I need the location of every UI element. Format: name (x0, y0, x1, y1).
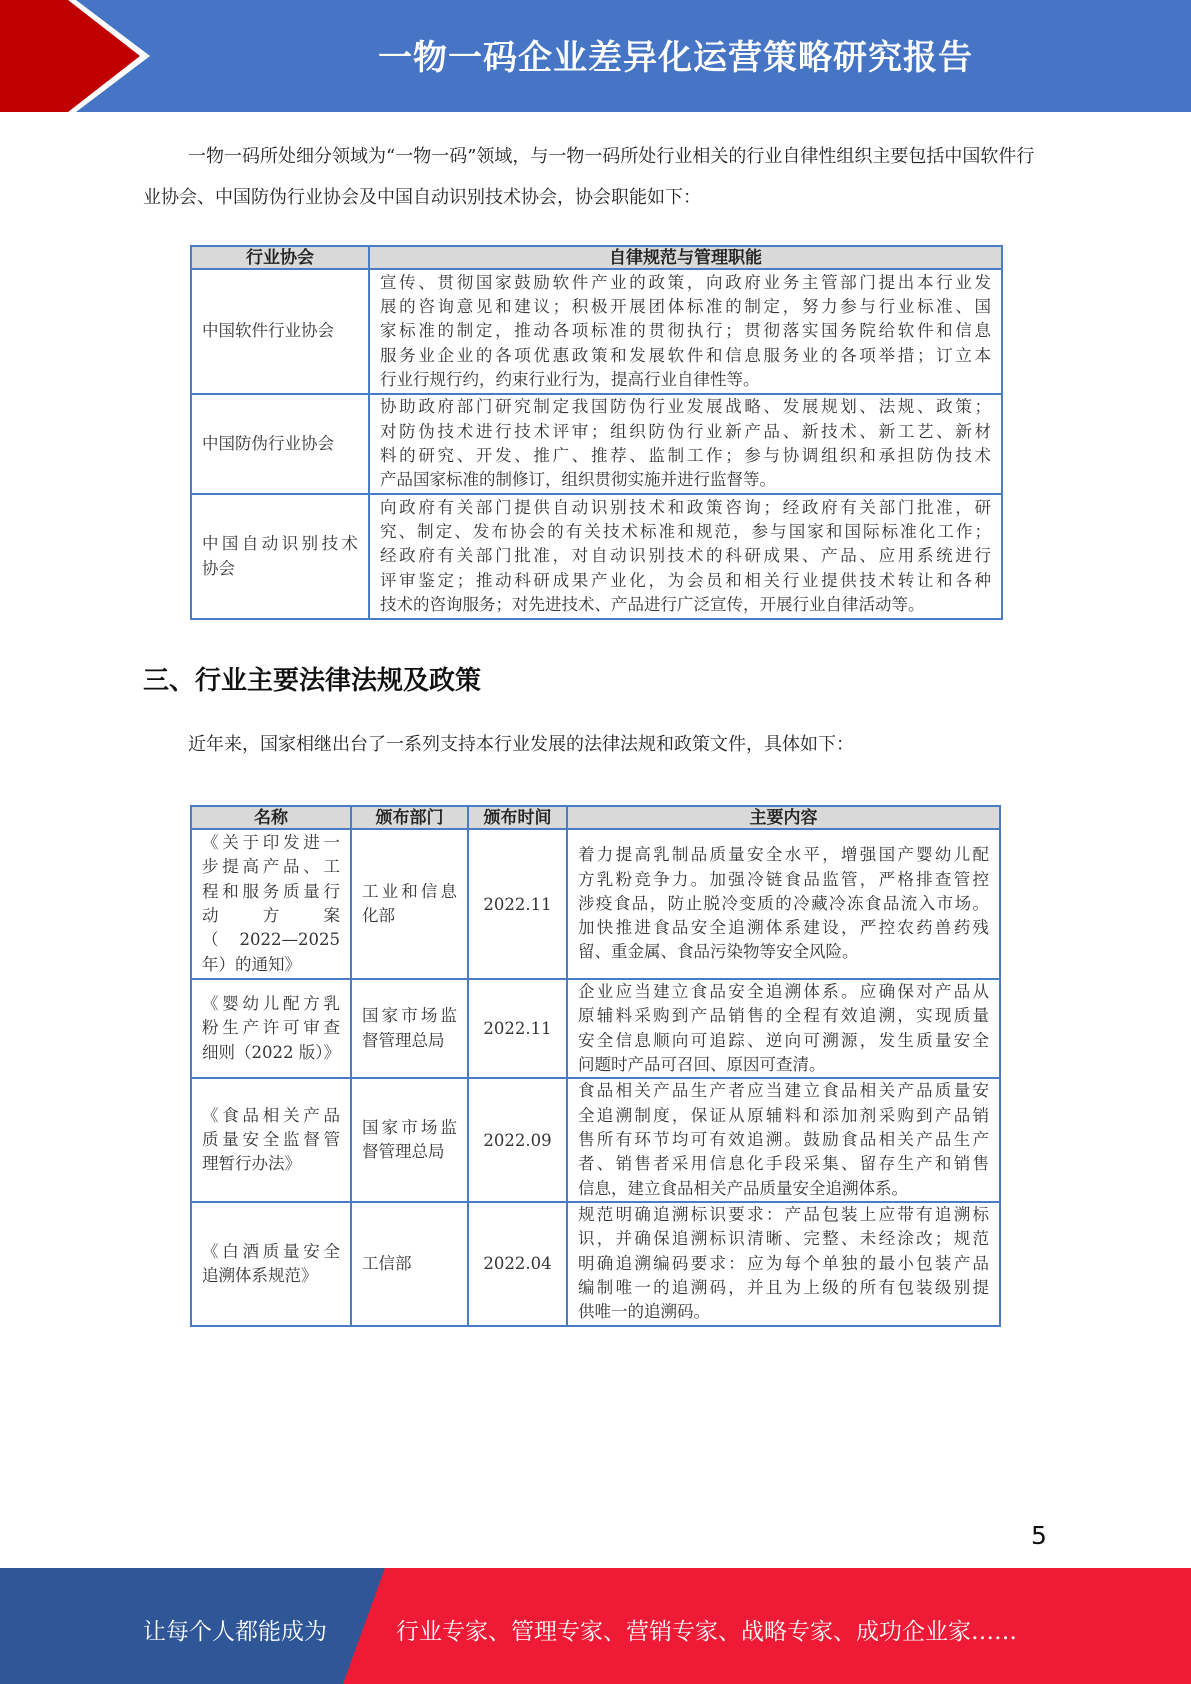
text-line: 质量安全监督管 (202, 1130, 340, 1150)
text-line: 家标准的制定，推动各项标准的贯彻执行；贯彻落实国务院给软件和信息 (380, 321, 991, 341)
text-line: 问题时产品可召回、原因可查清。 (578, 1054, 826, 1074)
text-line: 技术的咨询服务；对先进技术、产品进行广泛宣传，开展行业自律活动等。 (380, 594, 925, 614)
policy-name (191, 1078, 351, 1202)
section-heading: 三、行业主要法律法规及政策 (143, 666, 482, 696)
text-line: 工业和信息 (362, 881, 457, 901)
table-row (191, 829, 1000, 979)
policy-date: 2022.11 (468, 829, 567, 979)
association-name (191, 269, 369, 394)
text-line: 追溯体系规范》 (202, 1265, 318, 1285)
association-duty (369, 269, 1002, 394)
association-duty (369, 494, 1002, 619)
red-chevron-icon (0, 0, 160, 112)
association-duty (369, 394, 1002, 494)
policy-content (567, 1202, 1000, 1325)
text-line: 产品国家标准的制修订，组织贯彻实施并进行监督等。 (380, 470, 776, 490)
table-row (191, 1202, 1000, 1325)
text-line: 究、制定、发布协会的有关技术标准和规范，参与国家和国际标准化工作； (380, 522, 991, 542)
text-line: 料的研究、开发、推广、推荐、监制工作；参与协调组织和承担防伪技术 (380, 446, 991, 465)
text-line: 动 方 案 (202, 906, 340, 925)
text-line: 《白酒质量安全 (202, 1241, 340, 1261)
policy-content (567, 829, 1000, 979)
text-line: 中国自动识别技术 (202, 534, 358, 554)
column-header: 自律规范与管理职能 (369, 246, 1002, 269)
text-line: 粉生产许可审查 (202, 1018, 340, 1038)
table-header-row (191, 806, 1000, 829)
text-line: 督管理总局 (362, 1030, 445, 1050)
table-row (191, 1078, 1000, 1202)
text-line: 细则（2022 版）》 (202, 1042, 340, 1062)
text-line: 安全信息顺向可追踪、逆向可溯源，发生质量安全 (578, 1030, 989, 1050)
text-line: 国家市场监 (362, 1006, 457, 1026)
page-number: 5 (1031, 1521, 1047, 1550)
association-table (190, 245, 1003, 620)
text-line: 协会 (202, 558, 235, 578)
text-line: 步提高产品、工 (202, 857, 340, 877)
text-line: 《婴幼儿配方乳 (202, 994, 340, 1014)
policy-content (567, 979, 1000, 1078)
column-header: 行业协会 (191, 246, 369, 269)
text-line: 原辅料采购到产品销售的全程有效追溯，实现质量 (578, 1006, 989, 1026)
text-line: 全追溯制度，保证从原辅料和添加剂采购到产品销 (578, 1105, 989, 1125)
text-line: 年）的通知》 (202, 954, 301, 974)
text-line: 服务业企业的各项优惠政策和发展软件和信息服务业的各项举措；订立本 (380, 345, 991, 365)
text-line: 国家市场监 (362, 1117, 457, 1137)
text-line: 评审鉴定；推动科研成果产业化，为会员和相关行业提供技术转让和各种 (380, 570, 991, 590)
association-name (191, 394, 369, 494)
text-line: 涉疫食品，防止脱冷变质的冷藏冷冻食品流入市场。 (578, 893, 989, 913)
table-row (191, 494, 1002, 619)
text-line: 方乳粉竞争力。加强冷链食品监管，严格排查管控 (578, 869, 989, 889)
text-line: 程和服务质量行 (202, 881, 340, 901)
text-line: （ 2022—2025 (202, 930, 340, 950)
text-line: 对防伪技术进行技术评审；组织防伪行业新产品、新技术、新工艺、新材 (380, 421, 991, 441)
policy-dept (351, 1202, 468, 1325)
text-line: 规范明确追溯标识要求：产品包装上应带有追溯标 (578, 1205, 989, 1225)
text-line: 工信部 (362, 1253, 412, 1273)
text-line: 编制唯一的追溯码，并且为上级的所有包装级别提 (578, 1278, 989, 1298)
text-line: 加快推进食品安全追溯体系建设，严控农药兽药残 (578, 918, 989, 938)
column-header: 颁布时间 (468, 806, 567, 829)
text-line: 明确追溯编码要求：应为每个单独的最小包装产品 (578, 1253, 989, 1273)
text-line: 《关于印发进一 (202, 833, 340, 853)
policy-dept (351, 1078, 468, 1202)
policy-date: 2022.09 (468, 1078, 567, 1202)
policy-intro-paragraph: 近年来，国家相继出台了一系列支持本行业发展的法律法规和政策文件，具体如下： (188, 734, 854, 755)
text-line: 《食品相关产品 (202, 1105, 340, 1125)
column-header: 主要内容 (567, 806, 1000, 829)
footer-slogan-left: 让每个人都能成为 (143, 1619, 327, 1645)
text-line: 向政府有关部门提供自动识别技术和政策咨询；经政府有关部门批准，研 (380, 497, 991, 517)
text-line: 企业应当建立食品安全追溯体系。应确保对产品从 (578, 982, 989, 1001)
footer-banner (0, 1568, 1191, 1684)
column-header: 颁布部门 (351, 806, 468, 829)
text-line: 经政府有关部门批准，对自动识别技术的科研成果、产品、应用系统进行 (380, 546, 991, 566)
table-row (191, 979, 1000, 1078)
text-line: 识，并确保追溯标识清晰、完整、未经涂改；规范 (578, 1229, 989, 1249)
text-line: 督管理总局 (362, 1142, 445, 1162)
text-line: 信息，建立食品相关产品质量安全追溯体系。 (578, 1178, 908, 1198)
text-line: 售所有环节均可有效追溯。鼓励食品相关产品生产 (578, 1130, 989, 1150)
text-line: 食品相关产品生产者应当建立食品相关产品质量安 (578, 1081, 989, 1101)
table-header-row (191, 246, 1002, 269)
table-row (191, 394, 1002, 494)
policy-content (567, 1078, 1000, 1202)
text-line: 化部 (362, 906, 395, 925)
header-banner (0, 0, 1191, 112)
policy-name (191, 1202, 351, 1325)
report-title: 一物一码企业差异化运营策略研究报告 (378, 38, 973, 78)
policy-table (190, 805, 1001, 1327)
table-row (191, 269, 1002, 394)
text-line: 者、销售者采用信息化手段采集、留存生产和销售 (578, 1154, 989, 1174)
text-line: 协助政府部门研究制定我国防伪行业发展战略、发展规划、法规、政策； (380, 397, 991, 417)
text-line: 展的咨询意见和建议；积极开展团体标准的制定，努力参与行业标准、国 (380, 297, 991, 317)
policy-dept (351, 979, 468, 1078)
policy-name (191, 979, 351, 1078)
intro-paragraph: 一物一码所处细分领域为“一物一码”领域，与一物一码所处行业相关的行业自律性组织主要包括中国软件行业协会、中国防伪行业协会及中国自动识别技术协会，协会职能如下： (143, 146, 1035, 208)
policy-date: 2022.11 (468, 979, 567, 1078)
text-line: 中国软件行业协会 (202, 321, 334, 341)
text-line: 理暂行办法》 (202, 1154, 301, 1174)
text-line: 宣传、贯彻国家鼓励软件产业的政策，向政府业务主管部门提出本行业发 (380, 272, 991, 292)
text-line: 着力提高乳制品质量安全水平，增强国产婴幼儿配 (578, 845, 989, 865)
policy-dept (351, 829, 468, 979)
policy-date: 2022.04 (468, 1202, 567, 1325)
footer-slogan-right: 行业专家、管理专家、营销专家、战略专家、成功企业家…… (396, 1619, 1017, 1645)
text-line: 行业行规行约，约束行业行为，提高行业自律性等。 (380, 369, 760, 389)
text-line: 中国防伪行业协会 (202, 433, 334, 453)
text-line: 供唯一的追溯码。 (578, 1302, 710, 1322)
policy-name (191, 829, 351, 979)
association-name (191, 494, 369, 619)
text-line: 留、重金属、食品污染物等安全风险。 (578, 942, 859, 962)
column-header: 名称 (191, 806, 351, 829)
